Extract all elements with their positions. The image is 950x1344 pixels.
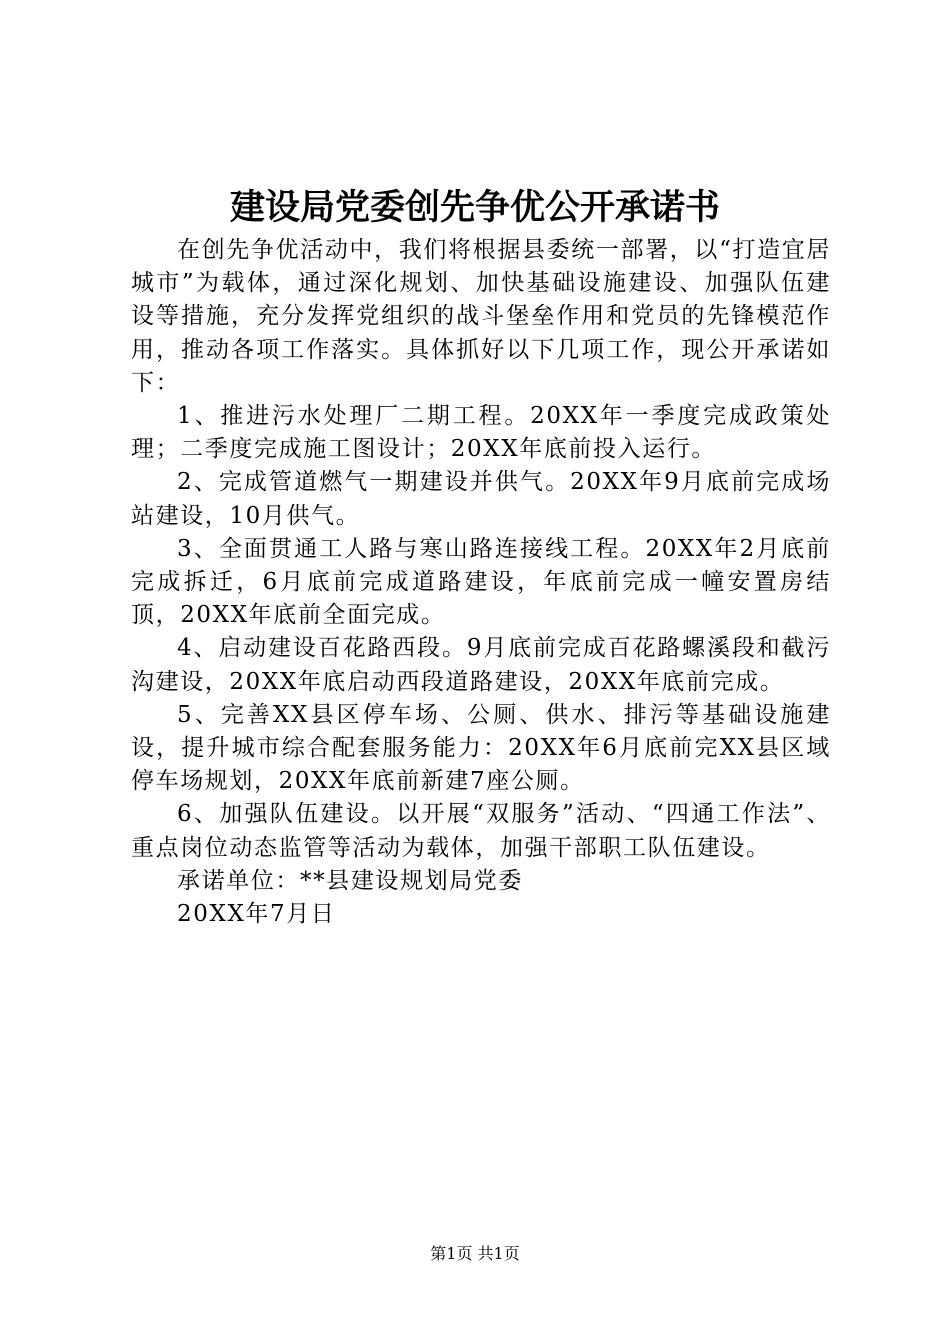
document-title: 建设局党委创先争优公开承诺书 [229,188,720,228]
commitment-item-3: 3、全面贯通工人路与寒山路连接线工程。20XX年2月底前完成拆迁，6月底前完成道路建设，年底前完成一幢安置房结顶，20XX年底前全面完成。 [131,535,831,629]
commitment-item-4: 4、启动建设百花路西段。9月底前完成百花路螺溪段和截污沟建设，20XX年底启动西段道路建设，20XX年底前完成。 [131,635,831,695]
document-body [131,234,831,931]
page-number: 第1页 [430,1244,473,1263]
page-footer [0,1242,950,1266]
intro-paragraph: 在创先争优活动中，我们将根据县委统一部署，以“打造宜居城市”为载体，通过深化规划、加快基础设施建设、加强队伍建设等措施，充分发挥党组织的战斗堡垒作用和党员的先锋模范作用，推动各项工作落实。具体抓好以下几项工作，现公开承诺如下： [131,237,831,396]
commitment-item-5: 5、完善XX县区停车场、公厕、供水、排污等基础设施建设，提升城市综合配套服务能力：20XX年6月底前完XX县区域停车场规划，20XX年底前新建7座公厕。 [131,701,831,795]
page-total: 共1页 [477,1244,520,1263]
signature-unit: 承诺单位：**县建设规划局党委 [177,867,523,894]
commitment-item-1: 1、推进污水处理厂二期工程。20XX年一季度完成政策处理；二季度完成施工图设计；20XX年底前投入运行。 [131,403,831,463]
signature-date: 20XX年7月日 [177,901,336,928]
commitment-item-2: 2、完成管道燃气一期建设并供气。20XX年9月底前完成场站建设，10月供气。 [131,469,831,529]
commitment-item-6: 6、加强队伍建设。以开展“双服务”活动、“四通工作法”、重点岗位动态监管等活动为载体，加强干部职工队伍建设。 [131,801,831,861]
